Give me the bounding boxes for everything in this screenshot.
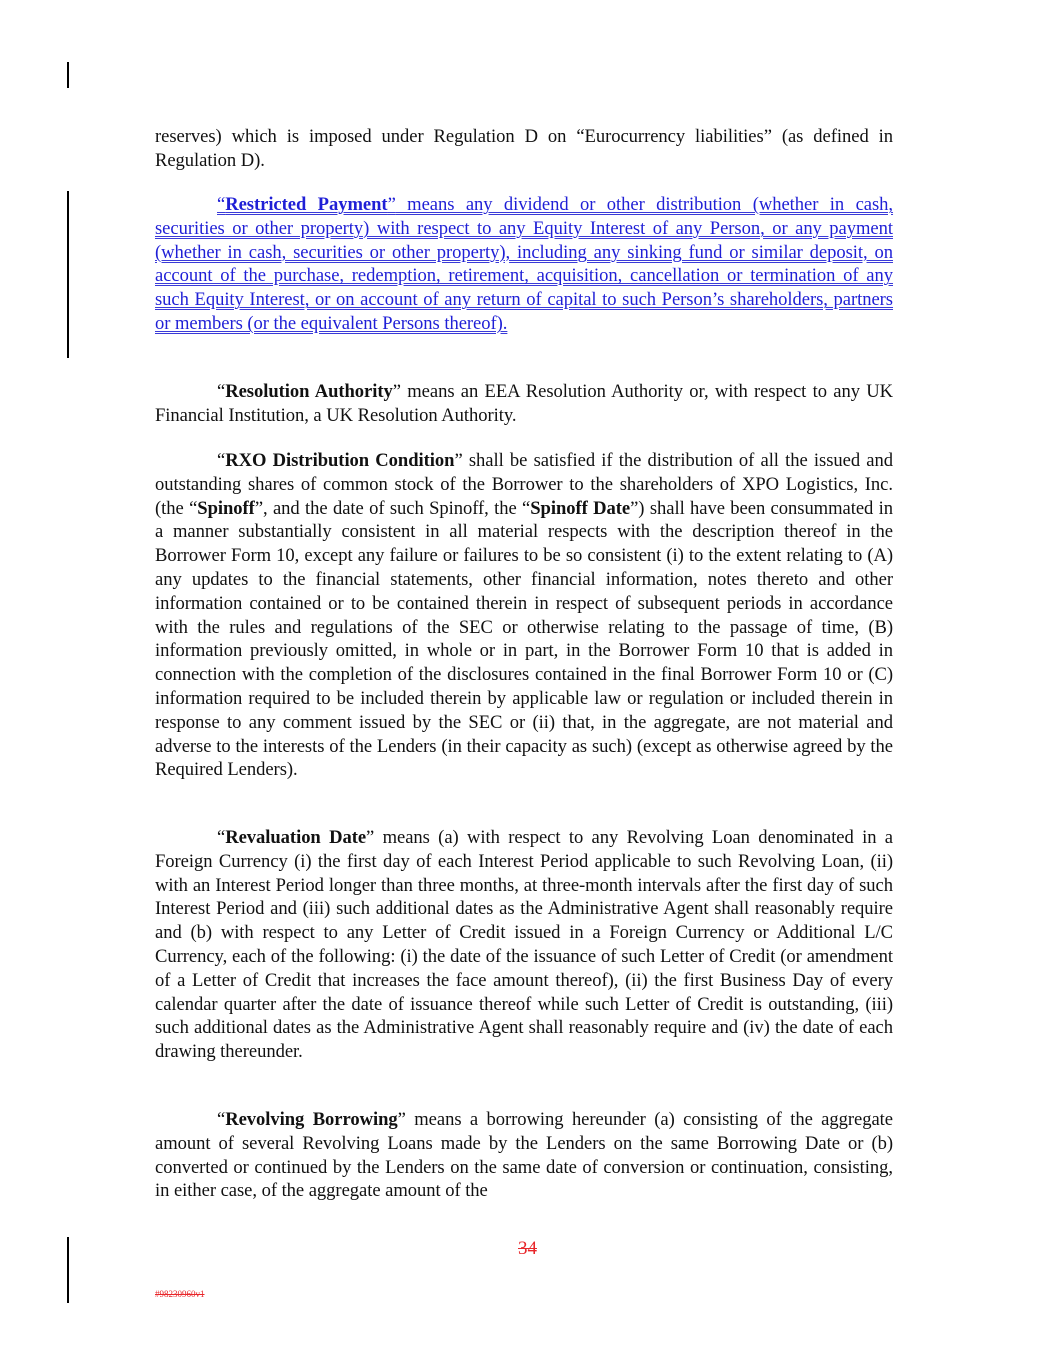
page-number: 34: [518, 1238, 537, 1259]
definition: [155, 380, 893, 428]
paragraph-restricted-payment: [155, 193, 893, 336]
paragraph-rxo-distribution-condition: [155, 449, 893, 782]
definition: [155, 1108, 893, 1203]
definition-text-1: shall be satisfied if the distribution of all the issued and outstanding shares of common stock of the Borrower to the shareholders of XPO Logistics, Inc. (the “: [155, 450, 893, 519]
close-quote: ”: [366, 827, 375, 848]
open-quote: “: [217, 381, 226, 402]
paragraph-continuation: [155, 125, 893, 173]
open-quote: “: [217, 194, 226, 215]
document-id: #98230960v1: [155, 1289, 205, 1299]
definition-text: means a borrowing hereunder (a) consisting of the aggregate amount of several Revolving Loans made by the Lenders on the same Borrowing Date or (b) converted or continued by the Lenders on the same date of conversion or continuation, consisting, in either case, of the aggregate amount of the: [155, 1109, 893, 1202]
defined-term: Revaluation Date: [225, 827, 367, 848]
defined-term-spinoff-date: Spinoff Date: [530, 497, 631, 519]
definition-text: means (a) with respect to any Revolving Loan denominated in a Foreign Currency (i) the first day of each Interest Period applicable to such Revolving Loan, (ii) with an Interest Period longer than three months, at three-month intervals after the first day of such Interest Period and (iii) such additional dates as the Administrative Agent shall reasonably require and (b) with respect to any Letter of Credit issued in a Foreign Currency or Additional L/C Currency, each of the following: (i) the date of the issuance of such Letter of Credit (or amendment of a Letter of Credit that increases the face amount thereof), (ii) the first Business Day of every calendar quarter after the date of issuance thereof while such Letter of Credit is outstanding, (iii) such additional dates as the Administrative Agent shall reasonably require and (iv) the date of each drawing thereunder.: [155, 827, 893, 1063]
change-bar-top: [67, 62, 69, 88]
defined-term-spinoff: Spinoff: [197, 497, 255, 519]
definition-text: means any dividend or other distribution (whether in cash, securities or other property) with respect to any Equity Interest of any Person, or any payment (whether in cash, securities or other property), including any sinking fund or similar deposit, on account of the purchase, redemption, retirement, acquisition, cancellation or termination of any such Equity Interest, or on account of any return of capital to such Person’s shareholders, partners or members (or the equivalent Persons thereof).: [155, 194, 894, 334]
paragraph-text: reserves) which is imposed under Regulation D on “Eurocurrency liabilities” (as defined in Regulation D).: [155, 126, 893, 171]
paragraph-revolving-borrowing: [155, 1108, 893, 1203]
open-quote: “: [217, 450, 226, 471]
defined-term: Resolution Authority: [225, 381, 393, 402]
close-quote: ”: [387, 194, 396, 215]
paragraph-resolution-authority: [155, 380, 893, 428]
definition-text-3: ”) shall have been consummated in a manner substantially consistent in all material respects with the description thereof in the Borrower Form 10, except any failure or failures to be so consistent (i) to the extent relating to (A) any updates to the financial statements, other financial information, notes thereto and other information contained or to be contained therein in respect of subsequent periods in accordance with the rules and regulations of the SEC or otherwise relating to the passage of time, (B) information previously omitted, in whole or in part, in the Borrower Form 10 that is added in connection with the completion of the disclosures contained in the final Borrower Form 10 or (C) information required to be included therein by applicable law or regulation or included therein in response to any comment issued by the SEC or (ii) that, in the aggregate, are not material and adverse to the interests of the Lenders (in their capacity as such) (except as otherwise agreed by the Required Lenders).: [155, 497, 894, 781]
change-bar-restricted-payment: [67, 191, 69, 358]
defined-term: Revolving Borrowing: [225, 1109, 398, 1130]
defined-term: RXO Distribution Condition: [225, 450, 455, 471]
paragraph-revaluation-date: [155, 826, 893, 1064]
open-quote: “: [217, 1109, 226, 1130]
defined-term: Restricted Payment: [225, 194, 388, 215]
definition: [155, 826, 893, 1064]
close-quote: ”: [392, 381, 401, 402]
inserted-definition: [155, 193, 893, 336]
definition-text-2: ”, and the date of such Spinoff, the “: [254, 497, 531, 519]
open-quote: “: [217, 827, 226, 848]
definition-text: means an EEA Resolution Authority or, with respect to any UK Financial Institution, a UK Resolution Authority.: [155, 381, 893, 426]
close-quote: ”: [397, 1109, 406, 1130]
definition: [155, 449, 893, 782]
close-quote: ”: [454, 450, 463, 471]
